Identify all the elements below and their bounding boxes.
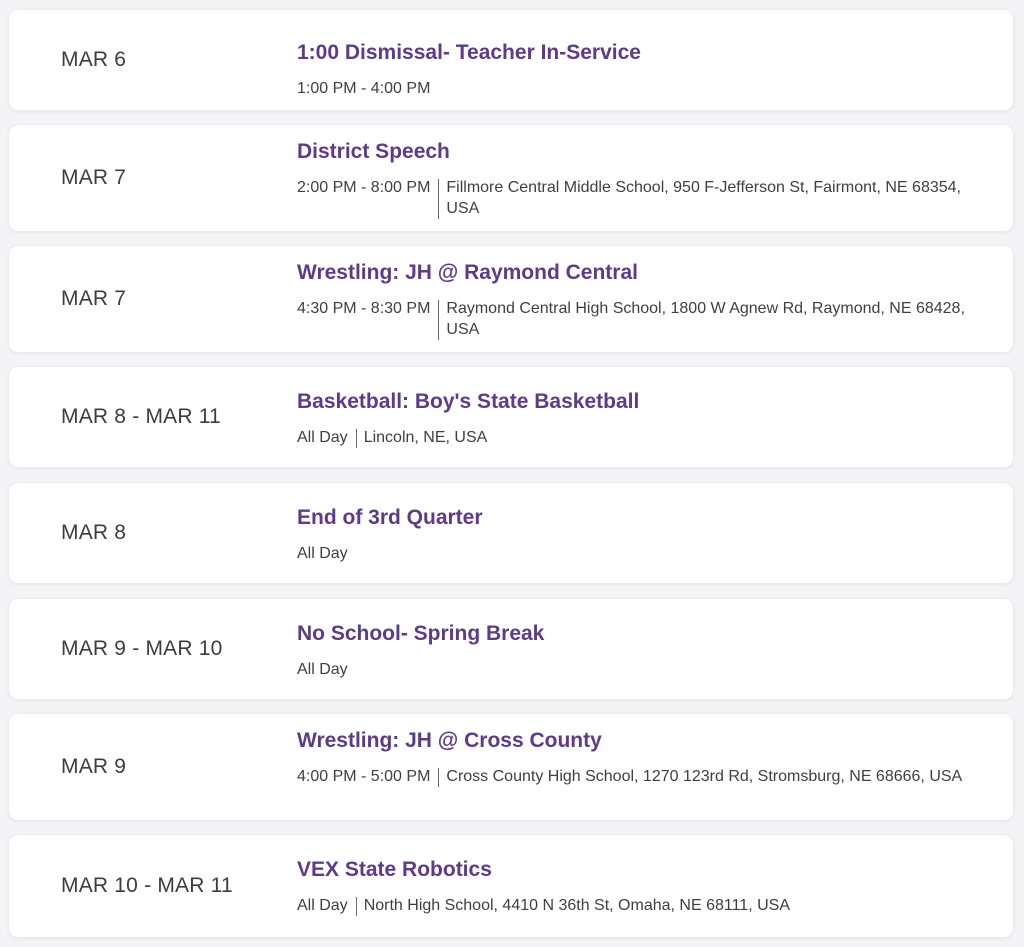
event-time: All Day [297,661,348,678]
event-meta [297,78,983,99]
event-title[interactable]: Wrestling: JH @ Raymond Central [297,261,638,284]
event-title[interactable]: End of 3rd Quarter [297,506,483,529]
event-title[interactable]: District Speech [297,140,450,163]
event-date: MAR 7 [61,287,127,310]
event-date: MAR 9 [61,755,127,778]
event-card[interactable] [8,598,1014,700]
event-date: MAR 8 - MAR 11 [61,405,221,428]
event-time: All Day [297,545,348,562]
event-meta [297,298,983,340]
event-date: MAR 8 [61,521,127,544]
meta-divider [438,300,439,340]
event-title[interactable]: Wrestling: JH @ Cross County [297,729,602,752]
meta-divider [356,429,357,448]
event-card[interactable] [8,366,1014,468]
event-date: MAR 7 [61,166,127,189]
event-location: Raymond Central High School, 1800 W Agnew Rd, Raymond, NE 68428, USA [446,300,965,338]
event-meta [297,543,983,564]
event-time: All Day [297,897,348,914]
event-location: Cross County High School, 1270 123rd Rd, Stromsburg, NE 68666, USA [446,768,963,785]
meta-divider [438,179,439,219]
event-card[interactable] [8,124,1014,232]
event-card[interactable] [8,9,1014,111]
event-location: Fillmore Central Middle School, 950 F-Jefferson St, Fairmont, NE 68354, USA [446,179,961,217]
event-meta [297,177,983,219]
event-time: 4:30 PM - 8:30 PM [297,300,431,317]
event-time: 4:00 PM - 5:00 PM [297,768,431,785]
event-meta [297,427,983,448]
event-title[interactable]: 1:00 Dismissal- Teacher In-Service [297,41,641,64]
event-title[interactable]: Basketball: Boy's State Basketball [297,390,640,413]
meta-divider [438,768,439,787]
event-card[interactable] [8,713,1014,821]
meta-divider [356,897,357,916]
event-time: All Day [297,429,348,446]
event-time: 1:00 PM - 4:00 PM [297,80,431,97]
event-meta [297,766,983,787]
event-location: Lincoln, NE, USA [363,429,488,446]
event-meta [297,895,983,916]
event-date: MAR 10 - MAR 11 [61,874,233,897]
event-card[interactable] [8,834,1014,938]
event-title[interactable]: No School- Spring Break [297,622,545,645]
event-time: 2:00 PM - 8:00 PM [297,179,431,196]
event-date: MAR 9 - MAR 10 [61,637,223,660]
event-card[interactable] [8,482,1014,584]
event-title[interactable]: VEX State Robotics [297,858,492,881]
event-meta [297,659,983,680]
event-date: MAR 6 [61,48,127,71]
event-location: North High School, 4410 N 36th St, Omaha, NE 68111, USA [363,897,790,914]
event-card[interactable] [8,245,1014,353]
